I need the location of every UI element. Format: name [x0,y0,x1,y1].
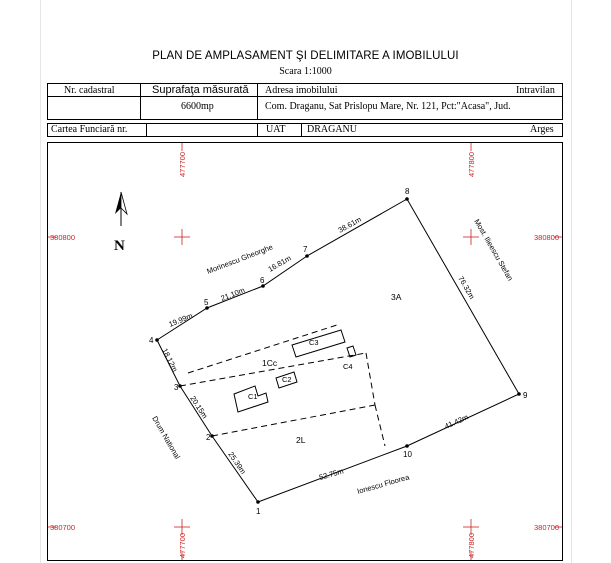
label-c2: C2 [282,375,292,384]
point-5: 5 [204,298,209,307]
suprafata-label: Suprafaţa măsurată [152,84,249,96]
distance-6-7: 16.81m [266,253,293,274]
grid-x-bottom-left: 477700 [178,532,187,558]
point-8: 8 [405,187,410,196]
adresa-value: Com. Draganu, Sat Prislopu Mare, Nr. 121, Pct:"Acasa", Jud. [265,101,511,112]
distance-2-3: 20.15m [188,394,210,421]
point-7: 7 [303,245,308,254]
north-label: N [114,238,125,254]
point-3: 3 [174,383,179,392]
distance-9-10: 41.42m [443,412,470,431]
point-10: 10 [403,450,412,459]
zone-3a: 3A [391,292,402,302]
distance-10-1: 52.75m [318,466,345,482]
grid-y-upper-right: 380800 [534,233,560,242]
uat-value: DRAGANU [307,124,357,135]
grid-x-top-left: 477700 [178,151,187,177]
uat-label: UAT [266,124,286,135]
scale-label: Scara 1:1000 [279,66,332,77]
neighbour-north: Morinescu Gheorghe [205,242,275,276]
distance-3-4: 18.12m [160,346,180,374]
nr-cadastral-label: Nr. cadastral [64,85,115,96]
point-9: 9 [523,391,528,400]
grid-y-upper-left: 380800 [50,233,76,242]
grid-x-top-right: 477800 [467,151,476,177]
distance-8-9: 76.32m [456,274,477,301]
vertex-markers [155,197,521,504]
grid-y-lower-right: 380700 [534,523,560,532]
point-6: 6 [260,276,265,285]
label-c1: C1 [248,392,258,401]
grid-y-lower-left: 380700 [50,523,76,532]
distance-7-8: 38.61m [336,214,363,235]
distance-4-5: 19.99m [167,311,194,329]
neighbour-east: Most. Ilieescu Stefan [472,217,515,283]
adresa-label: Adresa imobilului [265,85,338,96]
suprafata-value: 6600mp [181,101,214,112]
neighbour-south: Ionescu Floorea [356,472,411,496]
neighbour-west: Drum National [150,414,183,461]
grid-x-bottom-right: 477800 [467,532,476,558]
point-2: 2 [206,433,211,442]
north-arrow-icon [115,192,127,226]
point-1: 1 [256,507,261,516]
intravilan-label: Intravilan [516,85,555,96]
zone-2l: 2L [296,435,306,445]
point-4: 4 [149,336,154,345]
carte-funciara-label: Cartea Funciară nr. [51,124,128,135]
distance-5-6: 21.10m [219,285,247,303]
document-title: PLAN DE AMPLASAMENT ŞI DELIMITARE A IMOBILULUI [152,50,459,62]
parcel-boundary [157,199,519,502]
zone-1cc: 1Cc [262,358,278,368]
distance-1-2: 25.39m [226,450,248,476]
label-c3: C3 [309,338,319,347]
zone-divisions [180,324,385,446]
judet-value: Arges [530,124,554,135]
label-c4: C4 [343,362,353,371]
